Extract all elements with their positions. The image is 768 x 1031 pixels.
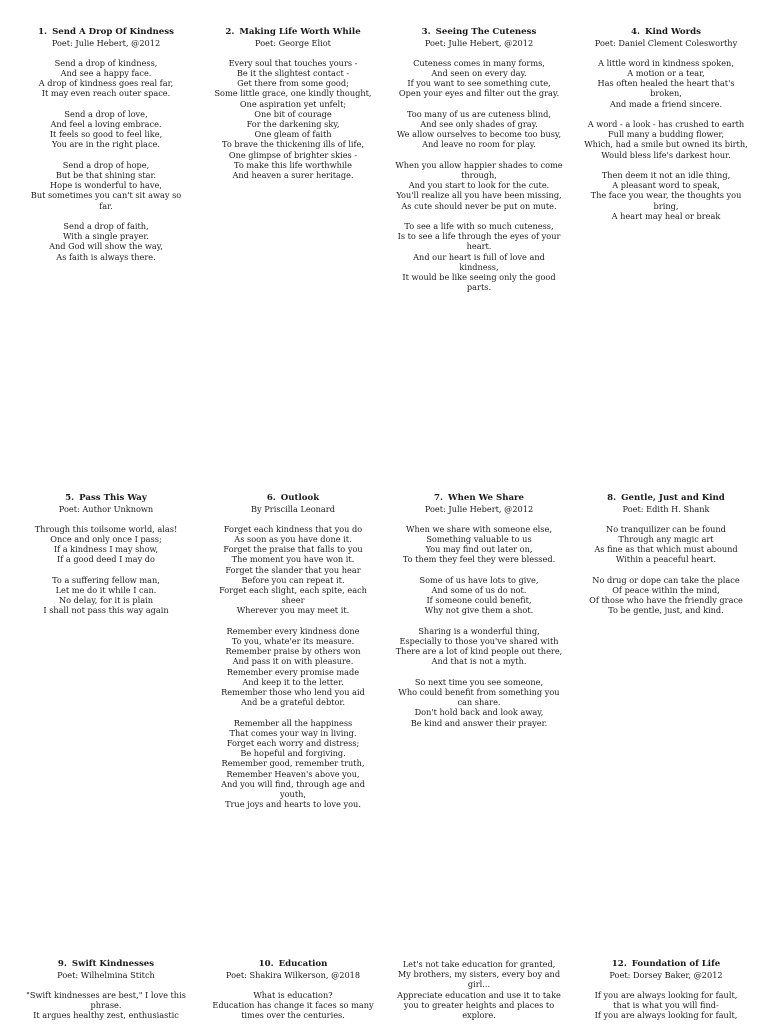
poem-stanza — [394, 524, 564, 565]
poem-stanza — [582, 119, 750, 160]
poem-stanza — [23, 575, 189, 616]
poem-stanza — [23, 221, 189, 262]
poem-line: And God will show the way, — [49, 241, 163, 252]
poem-line: A heart may heal or break — [611, 210, 721, 221]
poem-author: Poet: Daniel Clement Colesworthy — [594, 37, 738, 48]
poem-line: There are a lot of kind people out there, — [395, 646, 563, 657]
poem-line: It may even reach outer space. — [41, 88, 171, 99]
poem-line: And heaven a surer heritage. — [232, 170, 354, 181]
poem-stanza — [394, 160, 564, 211]
poem-line: As cute should never be put on mute. — [401, 200, 557, 211]
poem-line: Hope is wonderful to have, — [50, 180, 162, 191]
poem-line: Forget the slander that you hear — [225, 564, 361, 575]
poem-line: When we share with someone else, — [406, 523, 552, 534]
poem-stanza — [23, 524, 189, 565]
poem-line: "Swift kindnesses are best," I love this phrase. — [26, 989, 186, 1010]
poem-number: 2. — [225, 27, 235, 37]
poem-line: And some of us do not. — [431, 585, 527, 595]
poem-block — [394, 27, 564, 303]
poem-stanza — [394, 109, 564, 150]
poem-stanza — [210, 718, 376, 810]
poem-line: Be hopeful and forgiving. — [240, 748, 346, 759]
poem-line: True joys and hearts to love you. — [225, 799, 361, 810]
poem-line: Who could benefit from something you can share. — [398, 687, 560, 708]
poem-line: Send a drop of love, — [64, 108, 148, 119]
poem-line: As fine as that which must abound — [594, 544, 738, 555]
poem-author: Poet: Edith H. Shank — [622, 503, 710, 514]
poem-line: Something valuable to us — [426, 534, 532, 544]
poem-block — [582, 959, 750, 1031]
poem-line: It argues healthy zest, enthusiastic — [33, 1010, 179, 1021]
poem-line: That comes your way in living. — [229, 727, 357, 738]
poem-stanza — [210, 626, 376, 708]
poem-line: To make this life worthwhile — [234, 159, 352, 170]
poem-line: Let's not take education for granted, — [402, 959, 556, 969]
poem-line: I shall not pass this way again — [43, 605, 169, 616]
poem-line: A motion or a tear, — [627, 68, 705, 78]
poem-line: Every soul that touches yours - — [228, 57, 358, 68]
poem-line: One aspiration yet unfelt; — [239, 98, 347, 109]
poem-line: Through any magic art — [618, 534, 714, 544]
poem-stanza — [23, 58, 189, 99]
poem-line: Within a peaceful heart. — [615, 554, 717, 565]
poem-number: 7. — [433, 493, 443, 503]
poem-line: But be that shining star. — [55, 170, 157, 180]
poem-line: If you are always looking for fault, — [594, 989, 738, 1000]
poem-line: A word - a look - has crushed to earth — [587, 119, 745, 129]
poem-block — [23, 959, 189, 1031]
poem-line: To see a life with so much cuteness, — [404, 221, 554, 231]
poem-line: No tranquilizer can be found — [606, 523, 726, 534]
poem-line: Send a drop of faith, — [63, 221, 149, 231]
poem-line: And feel a loving embrace. — [50, 119, 162, 129]
poem-number: 1. — [38, 27, 48, 37]
poem-line: It feels so good to feel like, — [49, 129, 163, 140]
poem-line: And see only shades of gray. — [420, 119, 538, 129]
poem-line: Open your eyes and filter out the gray. — [398, 88, 560, 99]
poem-line: As faith is always there. — [56, 251, 156, 262]
poem-line: To you, whate'er its measure. — [231, 636, 355, 647]
poem-title — [394, 27, 564, 38]
poem-block — [23, 27, 189, 272]
poem-line: Remember all the happiness — [233, 717, 353, 728]
poem-line: If you want to see something cute, — [407, 78, 551, 89]
poem-block — [394, 493, 564, 738]
poem-title — [23, 493, 189, 504]
poem-block — [23, 493, 189, 626]
poem-line: Education has change it faces so many times over the centuries. — [212, 1000, 374, 1021]
poem-line: Remember every promise made — [226, 666, 360, 677]
poem-line: No drug or dope can take the place — [592, 574, 740, 585]
poem-title-text: Education — [278, 959, 328, 969]
poem-line: Some of us have lots to give, — [419, 574, 539, 585]
poem-line: If a good deed I may do — [57, 554, 155, 565]
poem-line: You are in the right place. — [52, 139, 160, 150]
poem-stanza — [23, 160, 189, 211]
poem-block — [210, 959, 376, 1031]
poem-line: As soon as you have done it. — [234, 534, 352, 544]
poem-title-text: Pass This Way — [79, 493, 147, 503]
poem-number: 5. — [65, 493, 75, 503]
poem-line: And you will find, through age and youth, — [221, 778, 365, 800]
poem-line: Some little grace, one kindly thought, — [214, 88, 372, 99]
poem-line: Is to see a life through the eyes of your heart. — [397, 231, 561, 252]
poem-line: Remember every kindness done — [226, 625, 360, 636]
poem-line: One bit of courage — [254, 108, 332, 119]
poem-line: Wherever you may meet it. — [236, 605, 350, 616]
poem-line: And seen on every day. — [431, 68, 527, 78]
poem-number: 4. — [630, 27, 640, 37]
poem-line: And made a friend sincere. — [609, 98, 723, 109]
poem-line: Would bless life's darkest hour. — [601, 149, 731, 160]
poem-title — [210, 959, 376, 970]
poem-author: Poet: Julie Hebert, @2012 — [424, 503, 534, 514]
poem-line: The face you wear, the thoughts you bring, — [590, 190, 742, 211]
poem-number: 9. — [57, 959, 67, 969]
poem-title — [23, 959, 189, 970]
poem-stanza — [582, 575, 750, 616]
poem-line: My brothers, my sisters, every boy and girl... — [397, 969, 561, 990]
poem-line: And that is not a myth. — [431, 656, 527, 667]
poem-author: Poet: George Eliot — [255, 37, 331, 48]
poem-line: Sharing is a wonderful thing, — [418, 625, 540, 636]
poem-line: Before you can repeat it. — [241, 574, 345, 585]
poem-line: And leave no room for play. — [422, 139, 536, 150]
poem-line: Get there from some good; — [237, 78, 349, 89]
poem-line: When you allow happier shades to come through, — [395, 159, 563, 180]
poem-title — [582, 493, 750, 504]
poem-stanza — [394, 221, 564, 292]
poem-line: A little word in kindness spoken, — [598, 57, 734, 68]
poem-stanza — [210, 990, 376, 1021]
poem-line: Which, had a smile but owned its birth, — [584, 139, 748, 150]
poem-title — [582, 959, 750, 970]
poem-line: Then deem it not an idle thing, — [601, 170, 731, 180]
poem-line: A pleasant word to speak, — [612, 180, 720, 191]
poem-author: Poet: Julie Hebert, @2012 — [424, 37, 534, 48]
poem-line: It would be like seeing only the good parts. — [402, 272, 556, 293]
poem-line: Remember praise by others won — [225, 646, 361, 657]
poem-line: What is education? — [253, 989, 333, 1000]
poem-line: Remember good, remember truth, — [221, 758, 365, 769]
poem-line: that is what you will find- — [613, 1000, 719, 1010]
poem-line: Forget the praise that falls to you — [223, 544, 363, 555]
poem-title — [23, 27, 189, 38]
poem-stanza — [394, 677, 564, 728]
poem-title-text: Outlook — [280, 493, 320, 503]
poem-line: Has often healed the heart that's broken, — [597, 78, 735, 99]
poem-line: Especially to those you've shared with — [399, 636, 559, 646]
poem-line: And you start to look for the cute. — [408, 180, 550, 191]
poem-line: To brave the thickening ills of life, — [222, 139, 364, 150]
poem-title — [210, 27, 376, 38]
poem-number: 8. — [607, 493, 617, 503]
poem-title-text: Swift Kindnesses — [71, 959, 155, 969]
poem-line: And our heart is full of love and kindness, — [413, 251, 545, 272]
poem-line: If someone could benefit, — [426, 595, 532, 606]
poem-line: Remember Heaven's above you, — [226, 768, 360, 779]
poem-line: Too many of us are cuteness blind, — [406, 108, 552, 119]
poem-line: Through this toilsome world, alas! — [34, 523, 178, 534]
poem-stanza — [582, 524, 750, 565]
poem-block — [210, 493, 376, 820]
poem-stanza — [394, 575, 564, 616]
poem-line: And see a happy face. — [60, 68, 152, 78]
poem-stanza — [394, 959, 564, 1020]
poem-line: If a kindness I may show, — [53, 544, 159, 555]
poem-title-text: Seeing The Cuteness — [435, 27, 537, 37]
poem-title-text: Making Life Worth While — [239, 27, 361, 37]
poem-line: To a suffering fellow man, — [52, 574, 160, 585]
poem-number: 3. — [421, 27, 431, 37]
poem-line: No delay, for it is plain — [58, 595, 154, 606]
poem-stanza — [23, 990, 189, 1021]
poem-stanza — [582, 990, 750, 1021]
poem-line: You'll realize all you have been missing, — [396, 190, 562, 201]
poem-line: The moment you have won it. — [231, 554, 355, 565]
poem-line: With a single prayer. — [62, 231, 150, 242]
poem-title — [582, 27, 750, 38]
poem-line: And pass it on with pleasure. — [232, 656, 354, 667]
poem-stanza — [210, 58, 376, 180]
poem-author: Poet: Wilhelmina Stitch — [57, 969, 155, 980]
poem-author: By Priscilla Leonard — [251, 503, 335, 514]
poem-line: Cuteness comes in many forms, — [413, 57, 545, 68]
poem-title-text: Gentle, Just and Kind — [621, 493, 725, 503]
poem-line: But sometimes you can't sit away so far. — [30, 190, 182, 211]
poem-number: 12. — [611, 959, 627, 969]
poem-line: Let me do it while I can. — [55, 585, 157, 595]
poem-title-text: When We Share — [447, 493, 525, 503]
poem-title — [394, 493, 564, 504]
poem-line: For the darkening sky, — [246, 119, 340, 130]
poem-line: Forget each slight, each spite, each sheer — [219, 585, 367, 606]
poem-line: Of peace within the mind, — [612, 585, 720, 595]
poem-stanza — [394, 626, 564, 667]
poem-title-text: Send A Drop Of Kindness — [52, 27, 174, 37]
poem-number: 10. — [258, 959, 274, 969]
poem-block — [582, 493, 750, 626]
poem-line: Of those who have the friendly grace — [589, 595, 743, 606]
poem-author: Poet: Shakira Wilkerson, @2018 — [225, 969, 361, 980]
poem-title-text: Kind Words — [644, 27, 702, 37]
poem-title — [210, 493, 376, 504]
poem-line: So next time you see someone, — [414, 676, 544, 687]
poem-block — [582, 27, 750, 231]
poem-block — [394, 959, 564, 1030]
poem-stanza — [23, 109, 189, 150]
poem-line: One glimpse of brighter skies - — [228, 149, 358, 160]
poem-line: Send a drop of hope, — [62, 159, 150, 170]
poem-line: Why not give them a shot. — [424, 605, 534, 616]
poem-number: 6. — [266, 493, 276, 503]
poem-line: We allow ourselves to become too busy, — [396, 129, 562, 140]
poem-line: Be kind and answer their prayer. — [410, 717, 548, 728]
poem-line: One gleam of faith — [254, 129, 332, 140]
poem-line: Forget each kindness that you do — [223, 523, 363, 534]
poem-line: Send a drop of kindness, — [54, 57, 158, 68]
poem-line: Full many a budding flower, — [607, 129, 724, 140]
poem-line: Don't hold back and look away, — [414, 707, 544, 718]
poem-line: Once and only once I pass; — [50, 534, 162, 544]
poem-line: And keep it to the letter. — [242, 676, 344, 687]
poem-line: A drop of kindness goes real far, — [38, 78, 174, 89]
poem-line: If you are always looking for fault, — [594, 1010, 738, 1021]
poem-stanza — [582, 170, 750, 221]
poem-title-text: Foundation of Life — [631, 959, 721, 969]
poem-line: Forget each worry and distress; — [226, 738, 360, 749]
poem-block — [210, 27, 376, 190]
poem-line: And be a grateful debtor. — [240, 697, 346, 708]
poem-author: Poet: Author Unknown — [58, 503, 154, 514]
poem-author: Poet: Dorsey Baker, @2012 — [609, 969, 723, 980]
poem-line: To them they feel they were blessed. — [402, 554, 556, 565]
poem-line: Remember those who lend you aid — [221, 687, 365, 698]
poem-line: Be it the slightest contact - — [236, 68, 350, 78]
poem-line: You may find out later on, — [425, 544, 533, 555]
poem-stanza — [582, 58, 750, 109]
poem-stanza — [394, 58, 564, 99]
poem-stanza — [210, 524, 376, 616]
poem-line: To be gentle, just, and kind. — [608, 605, 724, 616]
poem-author: Poet: Julie Hebert, @2012 — [51, 37, 161, 48]
poem-line: Appreciate education and use it to take you to greater heights and places to explore. — [397, 989, 561, 1021]
